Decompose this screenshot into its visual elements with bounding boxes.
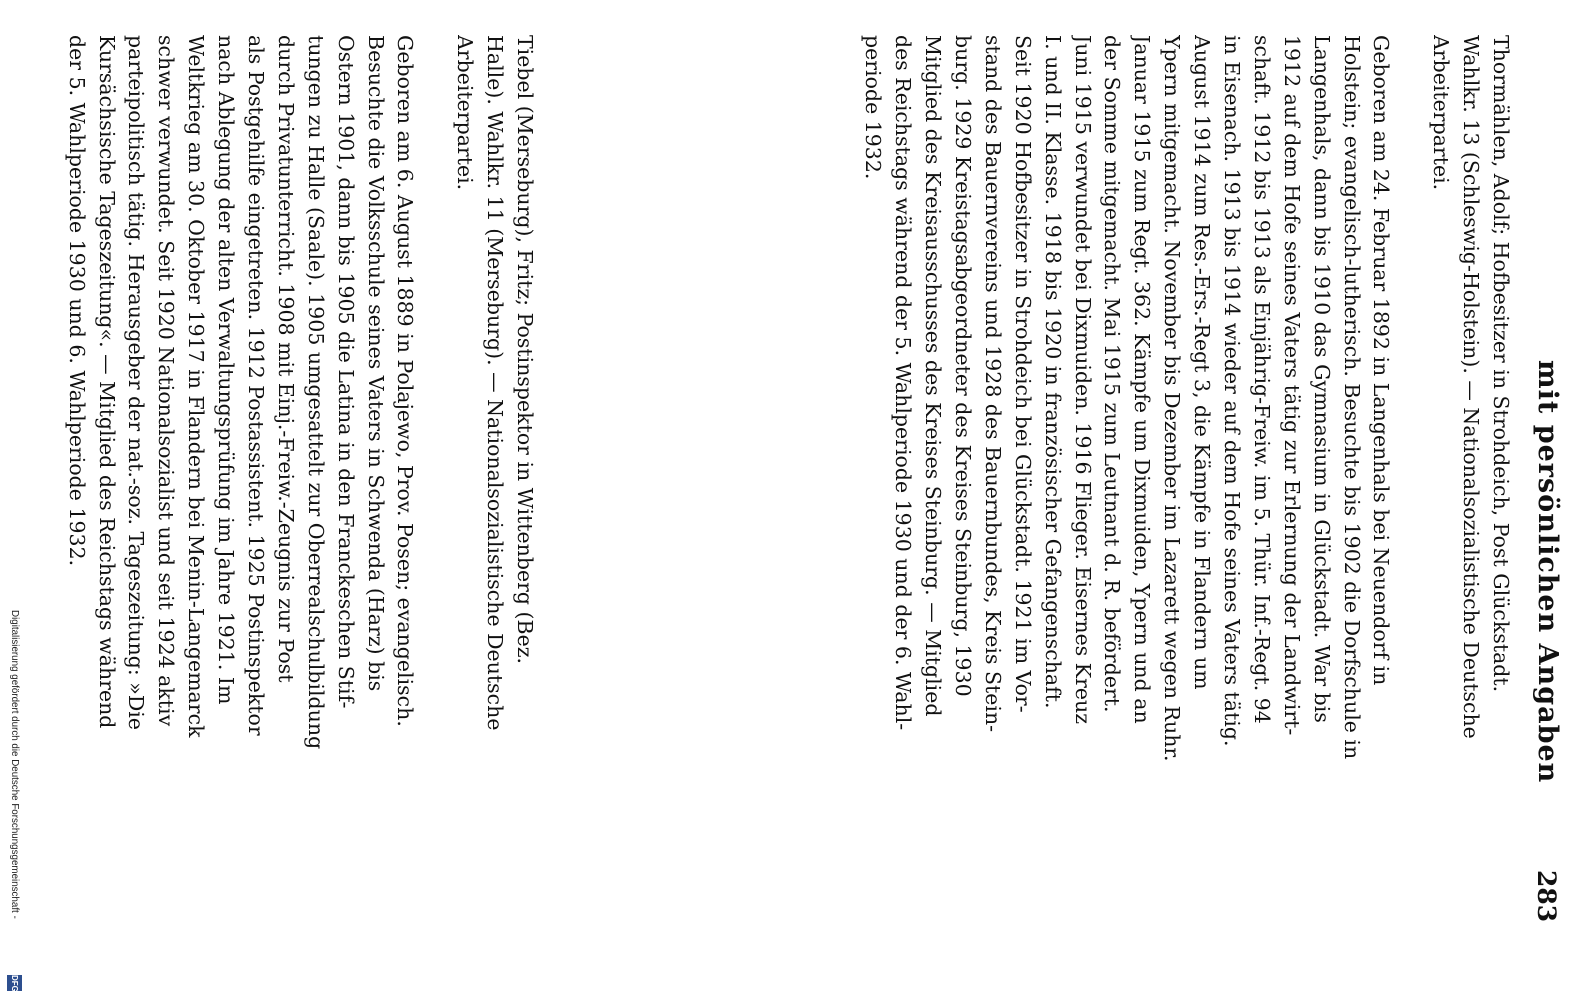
- text-line: Wahlkr. 13 (Schleswig-Holstein). — Nationalsozialistische Deutsche: [1459, 35, 1484, 739]
- text-line: Ypern mitgemacht. November bis Dezember im Lazarett wegen Ruhr.: [1160, 35, 1185, 762]
- text-line: durch Privatunterricht. 1908 mit Einj.-Freiw.-Zeugnis zur Post: [273, 35, 298, 683]
- text-line: Januar 1915 zum Regt. 362. Kämpfe um Dixmuiden, Ypern und an: [1130, 35, 1155, 724]
- text-line: Geboren am 24. Februar 1892 in Langenhals bei Neuendorf in: [1369, 35, 1394, 686]
- text-line: des Reichstags während der 5. Wahlperiode 1930 und der 6. Wahl-: [891, 35, 916, 731]
- dfg-logo: DFG: [7, 975, 22, 991]
- running-title: mit persönlichen Angaben: [1532, 360, 1563, 784]
- paragraph-gap: [419, 35, 449, 895]
- text-line: Besuchte die Volksschule seines Vaters in Schwenda (Harz) bis: [363, 35, 388, 692]
- text-line: Seit 1920 Hofbesitzer in Strohdeich bei Glückstadt. 1921 im Vor-: [1010, 35, 1035, 713]
- paragraph-gap: [1395, 35, 1425, 895]
- text-line: Geboren am 6. August 1889 in Polajewo, Prov. Posen; evangelisch.: [393, 35, 418, 727]
- entry-thormaehlen: [857, 35, 1515, 895]
- text-line: schaft. 1912 bis 1913 als Einjährig-Freiw. im 5. Thür. Inf.-Regt. 94: [1249, 35, 1274, 724]
- text-line: Ostern 1901, dann bis 1905 die Latina in den Franckeschen Stif-: [333, 35, 358, 709]
- page-number: 283: [1532, 870, 1561, 923]
- text-line: Tiebel (Merseburg), Fritz; Postinspektor in Wittenberg (Bez.: [513, 35, 537, 665]
- text-line: Holstein; evangelisch-lutherisch. Besuchte bis 1902 die Dorfschule in: [1339, 35, 1364, 760]
- text-line: der Somme mitgemacht. Mai 1915 zum Leutnant d. R. befördert.: [1100, 35, 1125, 713]
- text-line: burg. 1929 Kreistagsabgeordneter des Kreises Steinburg, 1930: [950, 35, 975, 697]
- text-line: Halle). Wahlkr. 11 (Merseburg). — Nationalsozialistische Deutsche: [483, 35, 508, 731]
- text-line: I. und II. Klasse. 1918 bis 1920 in französischer Gefangenschaft.: [1040, 35, 1065, 709]
- text-line: Arbeiterpartei.: [453, 35, 478, 191]
- text-line: nach Ablegung der alten Verwaltungsprüfung im Jahre 1921. Im: [214, 35, 239, 705]
- text-line: periode 1932.: [861, 35, 886, 180]
- text-line: August 1914 zum Res.-Ers.-Regt 3, die Kämpfe in Flandern um: [1190, 35, 1215, 690]
- text-line: tungen zu Halle (Saale). 1905 umgesattelt zur Oberrealschulbildung: [303, 35, 328, 750]
- text-line: Juni 1915 verwundet bei Dixmuiden. 1916 Flieger. Eisernes Kreuz: [1070, 35, 1095, 725]
- entry-tiebel: [61, 35, 539, 895]
- text-line: Mitglied des Kreisausschusses des Kreises Steinburg. — Mitglied: [921, 35, 946, 717]
- text-line: Langenhals, dann bis 1910 das Gymnasium in Glückstadt. War bis: [1309, 35, 1334, 723]
- text-line: in Eisenach. 1913 bis 1914 wieder auf dem Hofe seines Vaters tätig.: [1219, 35, 1244, 747]
- text-line: Weltkrieg am 30. Oktober 1917 in Flandern bei Menin-Langemarck: [184, 35, 209, 738]
- text-line: 1912 auf dem Hofe seines Vaters tätig zur Erlernung der Landwirt-: [1279, 35, 1304, 736]
- text-line: Thormählen, Adolf; Hofbesitzer in Strohdeich, Post Glückstadt.: [1489, 35, 1513, 693]
- text-line: parteipolitisch tätig. Herausgeber der nat.-soz. Tageszeitung: »Die: [124, 35, 149, 730]
- text-line: Kursächsische Tageszeitung«. — Mitglied des Reichstags während: [94, 35, 119, 729]
- text-line: Arbeiterpartei.: [1429, 35, 1454, 191]
- text-line: stand des Bauernvereins und 1928 des Bauernbundes, Kreis Stein-: [980, 35, 1005, 733]
- text-line: schwer verwundet. Seit 1920 Nationalsozialist und seit 1924 aktiv: [154, 35, 179, 727]
- text-line: der 5. Wahlperiode 1930 und 6. Wahlperiode 1932.: [64, 35, 89, 567]
- text-line: als Postgehilfe eingetreten. 1912 Postassistent. 1925 Postinspektor: [243, 35, 268, 736]
- dfg-credit: Digitalisierung gefördert durch die Deutsche Forschungsgemeinschaft -: [9, 610, 20, 919]
